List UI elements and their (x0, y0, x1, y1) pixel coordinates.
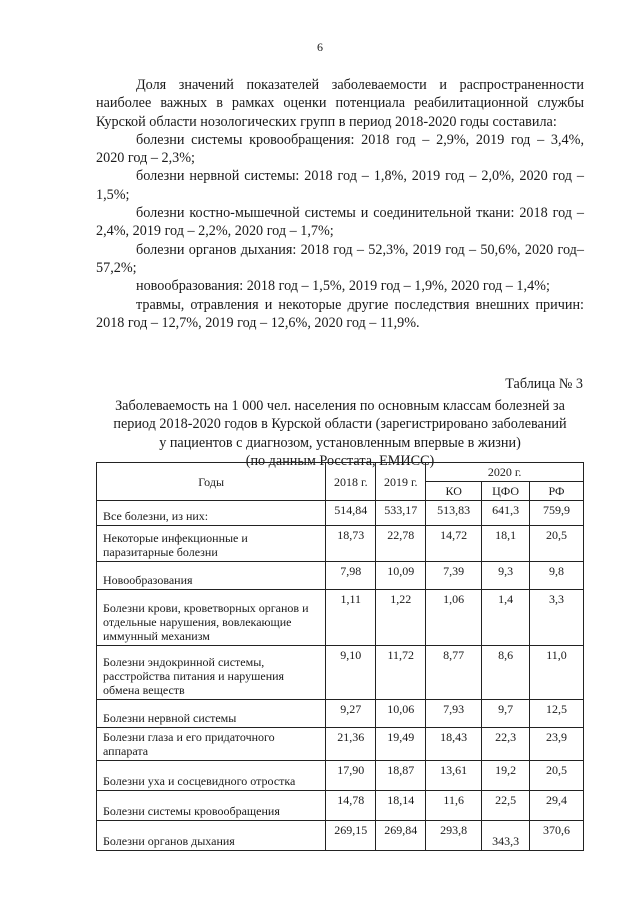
cell-2019: 10,09 (376, 562, 426, 590)
paragraph-respiratory: болезни органов дыхания: 2018 год – 52,3%, 2019 год – 50,6%, 2020 год– 57,2%; (96, 241, 584, 276)
cell-rf: 759,9 (530, 501, 584, 526)
cell-2018: 514,84 (326, 501, 376, 526)
cell-cfo: 1,4 (482, 590, 530, 646)
cell-rf: 20,5 (530, 526, 584, 562)
cell-ko: 13,61 (426, 761, 482, 791)
cell-cfo: 19,2 (482, 761, 530, 791)
morbidity-table (96, 462, 584, 851)
paragraph-nervous: болезни нервной системы: 2018 год – 1,8%, 2019 год – 2,0%, 2020 год – 1,5%; (96, 168, 584, 203)
cell-2019: 10,06 (376, 700, 426, 728)
row-name: Болезни глаза и его придаточного аппарата (97, 728, 326, 761)
header-2019: 2019 г. (376, 463, 426, 501)
cell-ko: 7,39 (426, 562, 482, 590)
cell-cfo: 18,1 (482, 526, 530, 562)
cell-cfo: 9,3 (482, 562, 530, 590)
table-row (97, 526, 584, 562)
cell-ko: 18,43 (426, 728, 482, 761)
header-years: Годы (97, 463, 326, 501)
row-name: Болезни крови, кроветворных органов и отдельные нарушения, вовлекающие иммунный механизм (97, 590, 326, 646)
cell-2019: 22,78 (376, 526, 426, 562)
cell-ko: 1,06 (426, 590, 482, 646)
header-cfo: ЦФО (482, 482, 530, 501)
table-row (97, 590, 584, 646)
cell-2018: 269,15 (326, 821, 376, 851)
cell-2018: 18,73 (326, 526, 376, 562)
cell-2018: 1,11 (326, 590, 376, 646)
header-2018: 2018 г. (326, 463, 376, 501)
table-row (97, 700, 584, 728)
row-name: Болезни уха и сосцевидного отростка (97, 761, 326, 791)
cell-rf: 3,3 (530, 590, 584, 646)
header-rf: РФ (530, 482, 584, 501)
cell-rf: 9,8 (530, 562, 584, 590)
cell-2018: 21,36 (326, 728, 376, 761)
paragraph-intro: Доля значений показателей заболеваемости и распространенности наиболее важных в рамках оценки потенциала реабилитационной службы Курской области нозологических групп в период 2018-2020 годы составила: (96, 77, 584, 130)
row-name: Болезни эндокринной системы, расстройства питания и нарушения обмена веществ (97, 646, 326, 700)
table-row (97, 791, 584, 821)
row-name: Все болезни, из них: (97, 501, 326, 526)
row-name: Болезни органов дыхания (97, 821, 326, 851)
cell-2019: 18,87 (376, 761, 426, 791)
cell-ko: 8,77 (426, 646, 482, 700)
cell-2019: 11,72 (376, 646, 426, 700)
cell-2019: 19,49 (376, 728, 426, 761)
cell-cfo: 22,3 (482, 728, 530, 761)
table-row (97, 821, 584, 851)
cell-2018: 14,78 (326, 791, 376, 821)
table-row (97, 646, 584, 700)
cell-2019: 533,17 (376, 501, 426, 526)
body-text (96, 76, 584, 332)
row-name: Болезни системы кровообращения (97, 791, 326, 821)
table-row (97, 728, 584, 761)
caption-line: период 2018-2020 годов в Курской области (зарегистрировано заболеваний (113, 416, 567, 433)
paragraph-neoplasms: новообразования: 2018 год – 1,5%, 2019 год – 1,9%, 2020 год – 1,4%; (136, 278, 550, 295)
row-name: Новообразования (97, 562, 326, 590)
cell-rf: 370,6 (530, 821, 584, 851)
cell-cfo: 9,7 (482, 700, 530, 728)
paragraph-circulatory: болезни системы кровообращения: 2018 год – 2,9%, 2019 год – 3,4%, 2020 год – 2,3%; (96, 131, 584, 167)
cell-ko: 11,6 (426, 791, 482, 821)
cell-2018: 9,27 (326, 700, 376, 728)
table-row (97, 761, 584, 791)
cell-ko: 14,72 (426, 526, 482, 562)
row-name: Некоторые инфекционные и паразитарные болезни (97, 526, 326, 562)
cell-2019: 1,22 (376, 590, 426, 646)
cell-ko: 293,8 (426, 821, 482, 851)
cell-cfo: 641,3 (482, 501, 530, 526)
cell-2019: 18,14 (376, 791, 426, 821)
cell-rf: 23,9 (530, 728, 584, 761)
cell-rf: 29,4 (530, 791, 584, 821)
cell-ko: 7,93 (426, 700, 482, 728)
cell-rf: 11,0 (530, 646, 584, 700)
paragraph-injuries: травмы, отравления и некоторые другие последствия внешних причин: 2018 год – 12,7%, 2019 год – 12,6%, 2020 год – 11,9%. (96, 296, 584, 331)
paragraph-musculoskeletal: болезни костно-мышечной системы и соединительной ткани: 2018 год – 2,4%, 2019 год – 2,2%, 2020 год – 1,7%; (96, 205, 584, 240)
table-label: Таблица № 3 (505, 376, 583, 392)
cell-rf: 20,5 (530, 761, 584, 791)
cell-ko: 513,83 (426, 501, 482, 526)
caption-line: (по данным Росстата, ЕМИСС) (245, 452, 435, 469)
header-2020: 2020 г. (426, 463, 584, 482)
cell-2018: 9,10 (326, 646, 376, 700)
cell-cfo: 22,5 (482, 791, 530, 821)
cell-2018: 7,98 (326, 562, 376, 590)
caption-line: Заболеваемость на 1 000 чел. населения по основным классам болезней за (115, 398, 565, 414)
table-caption (96, 397, 584, 470)
cell-rf: 12,5 (530, 700, 584, 728)
cell-cfo: 8,6 (482, 646, 530, 700)
header-ko: КО (426, 482, 482, 501)
table-row (97, 562, 584, 590)
cell-2018: 17,90 (326, 761, 376, 791)
cell-2019: 269,84 (376, 821, 426, 851)
cell-cfo: 343,3 (482, 821, 530, 851)
table-row (97, 501, 584, 526)
page-number: 6 (317, 40, 323, 54)
row-name: Болезни нервной системы (97, 700, 326, 728)
caption-line: у пациентов с диагнозом, установленным впервые в жизни) (159, 434, 521, 451)
